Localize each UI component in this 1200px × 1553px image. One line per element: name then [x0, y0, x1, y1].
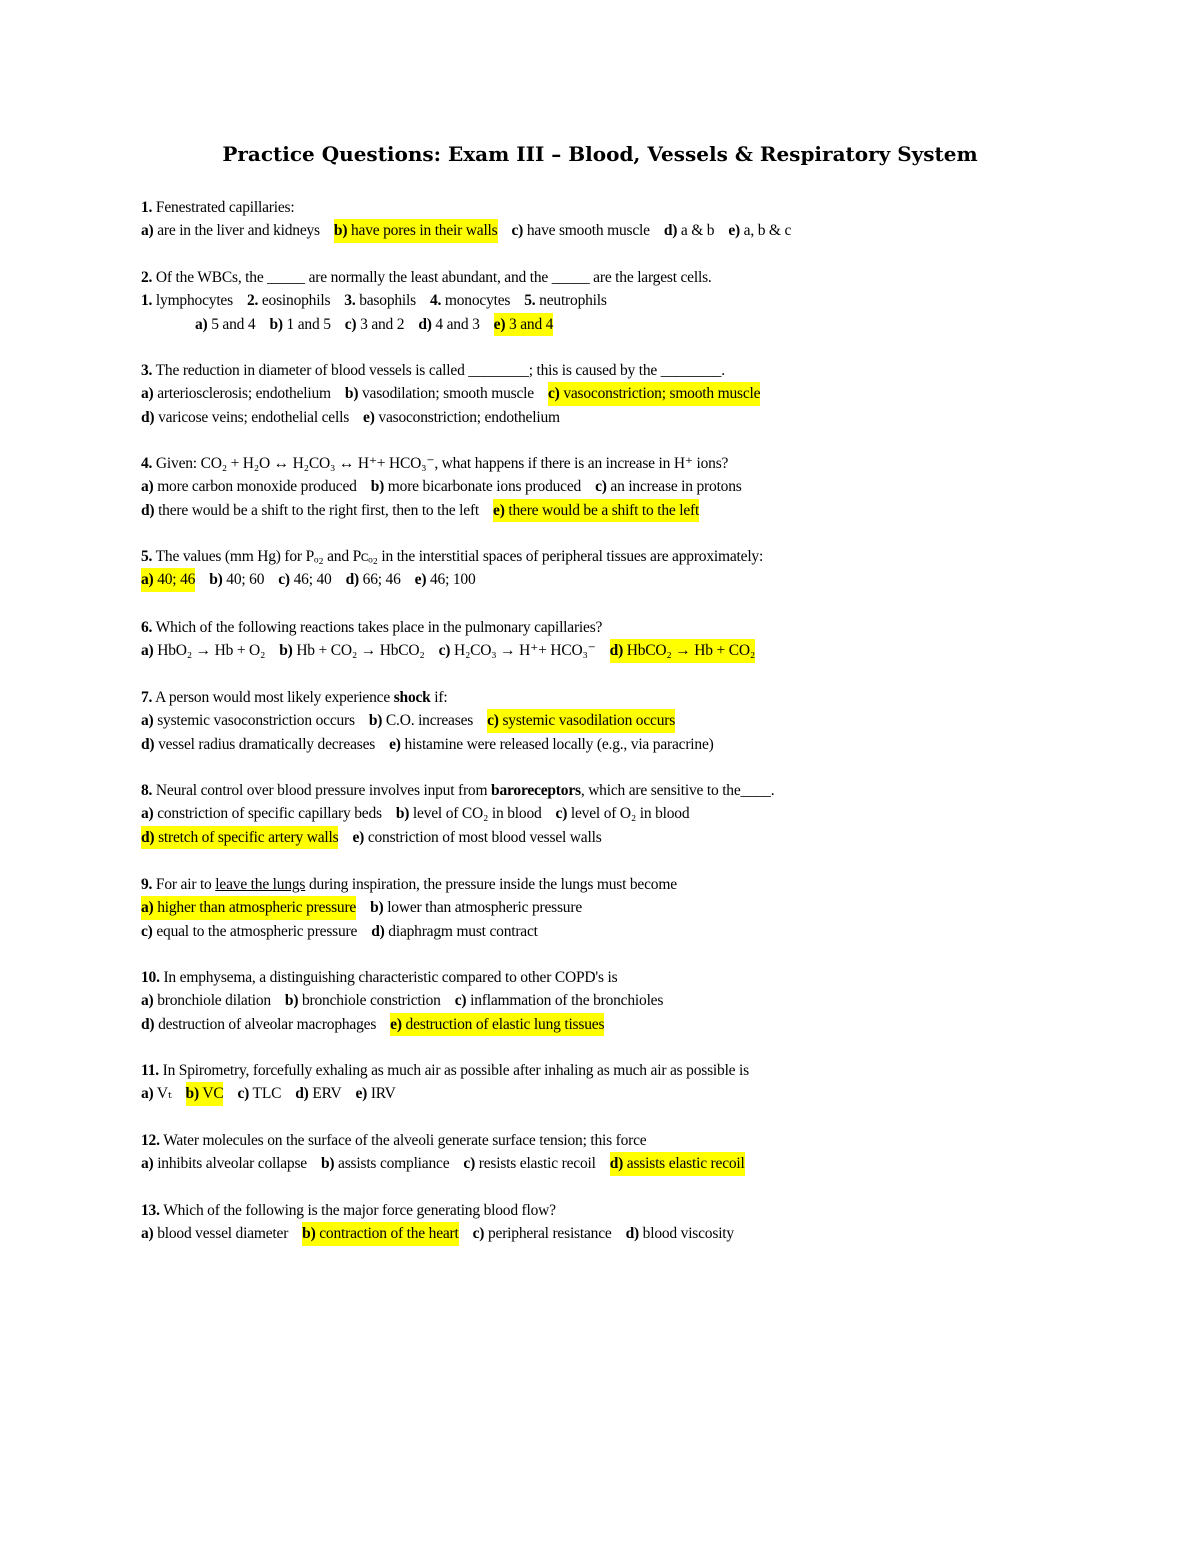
option-c: c) peripheral resistance: [472, 1225, 612, 1243]
option-e: e) IRV: [355, 1085, 396, 1103]
question-number: 1.: [141, 199, 153, 216]
question-9: [141, 873, 1101, 943]
question-stem: [141, 1199, 1101, 1222]
options-row: [141, 920, 1101, 943]
option-e: e) constriction of most blood vessel walls: [352, 828, 602, 846]
option-d-answer: d) stretch of specific artery walls: [141, 826, 338, 849]
option-c-answer: c) vasoconstriction; smooth muscle: [548, 382, 760, 405]
option-b: b) 1 and 5: [269, 315, 331, 333]
option-b: b) assists compliance: [320, 1155, 450, 1173]
option-d: d) 66; 46: [345, 571, 401, 589]
option-e-answer: e) 3 and 4: [494, 313, 554, 336]
options-row: [141, 639, 1101, 662]
option-b: b) bronchiole constriction: [284, 992, 441, 1010]
question-stem: [141, 966, 1101, 989]
option-c: c) equal to the atmospheric pressure: [141, 922, 358, 940]
option-d: d) blood viscosity: [625, 1225, 734, 1243]
option-e: e) histamine were released locally (e.g., via paracrine): [389, 735, 714, 753]
question-stem: 9. For air to leave the lungs during inspiration, the pressure inside the lungs must become: [141, 876, 677, 893]
question-stem: 8. Neural control over blood pressure involves input from baroreceptors, which are sensitive to the____.: [141, 782, 775, 799]
question-number: 9.: [141, 876, 153, 893]
stem-text: Fenestrated capillaries:: [155, 199, 295, 216]
options-row: [141, 382, 1101, 405]
stem-underlined: leave the lungs: [215, 876, 306, 893]
question-number: 6.: [141, 619, 153, 636]
stem-text: Which of the following is the major force generating blood flow?: [163, 1202, 556, 1219]
option-b-answer: b) VC: [186, 1082, 224, 1105]
options-row: [141, 475, 1101, 498]
options-row: [141, 313, 1101, 336]
stem-text: In Spirometry, forcefully exhaling as much air as possible after inhaling as much air as possible is: [162, 1062, 749, 1079]
question-stem: [141, 452, 1101, 475]
question-1: [141, 196, 1101, 243]
option-b: b) 40; 60: [209, 571, 265, 589]
option-a-answer: a) higher than atmospheric pressure: [141, 896, 356, 919]
question-stem: [141, 545, 1101, 568]
question-11: [141, 1059, 1101, 1106]
option-b: b) vasodilation; smooth muscle: [344, 385, 534, 403]
options-row: [141, 733, 1101, 756]
question-number: 7.: [141, 689, 153, 706]
option-a: a) bronchiole dilation: [141, 992, 271, 1010]
option-a: a) arteriosclerosis; endothelium: [141, 385, 331, 403]
stem-text: Water molecules on the surface of the alveoli generate surface tension; this force: [163, 1132, 647, 1149]
choice-4: 4. monocytes: [429, 292, 511, 310]
question-stem: [141, 359, 1101, 382]
option-d: d) vessel radius dramatically decreases: [141, 735, 376, 753]
choice-1: 1. lymphocytes: [141, 292, 233, 310]
question-number: 3.: [141, 362, 153, 379]
question-13: [141, 1199, 1101, 1246]
options-row: [141, 406, 1101, 429]
question-5: [141, 545, 1101, 592]
question-number: 2.: [141, 269, 153, 286]
option-a: a) constriction of specific capillary beds: [141, 805, 382, 823]
options-row: [141, 219, 1101, 242]
option-c: c) inflammation of the bronchioles: [454, 992, 664, 1010]
option-e: e) 46; 100: [414, 571, 476, 589]
options-row: [141, 1222, 1101, 1245]
option-e-answer: e) destruction of elastic lung tissues: [390, 1013, 604, 1036]
stem-text: In emphysema, a distinguishing characteristic compared to other COPD's is: [163, 969, 618, 986]
option-e-answer: e) there would be a shift to the left: [493, 499, 699, 522]
option-a: a) are in the liver and kidneys: [141, 222, 320, 240]
option-b-answer: b) contraction of the heart: [302, 1222, 458, 1245]
options-row: [141, 989, 1101, 1012]
choice-3: 3. basophils: [344, 292, 416, 310]
option-e: e) vasoconstriction; endothelium: [363, 408, 560, 426]
option-a: a) inhibits alveolar collapse: [141, 1155, 307, 1173]
stem-keyword: shock: [393, 689, 431, 706]
question-number: 4.: [141, 455, 153, 472]
option-b: b) lower than atmospheric pressure: [370, 899, 583, 917]
choice-5: 5. neutrophils: [524, 292, 607, 310]
option-c: c) level of O₂ in blood: [555, 805, 690, 823]
choices-list: [141, 289, 1101, 312]
option-d: d) destruction of alveolar macrophages: [141, 1015, 377, 1033]
option-a: a) more carbon monoxide produced: [141, 478, 357, 496]
option-b: b) Hb + CO₂ → HbCO₂: [279, 642, 425, 660]
question-stem: [141, 1059, 1101, 1082]
option-a: a) systemic vasoconstriction occurs: [141, 712, 355, 730]
question-stem: 7. A person would most likely experience shock if:: [141, 689, 448, 706]
option-b: b) level of CO₂ in blood: [395, 805, 542, 823]
stem-text: Of the WBCs, the _____ are normally the least abundant, and the _____ are the largest cells.: [155, 269, 712, 286]
stem-text: The reduction in diameter of blood vessels is called ________; this is caused by the ________.: [155, 362, 725, 379]
options-row: [141, 709, 1101, 732]
question-2: [141, 266, 1101, 336]
option-c-answer: c) systemic vasodilation occurs: [487, 709, 675, 732]
question-number: 8.: [141, 782, 153, 799]
option-c: c) H₂CO₃ → H⁺+ HCO₃⁻: [438, 642, 596, 660]
options-row: [141, 896, 1101, 919]
option-d: d) 4 and 3: [418, 315, 480, 333]
stem-text: Given: CO₂ + H₂O ↔ H₂CO₃ ↔ H⁺+ HCO₃⁻, what happens if there is an increase in H⁺ ions?: [155, 455, 729, 472]
option-c: c) resists elastic recoil: [463, 1155, 596, 1173]
options-row: [141, 826, 1101, 849]
question-stem: [141, 196, 1101, 219]
options-row: [141, 1152, 1101, 1175]
question-3: [141, 359, 1101, 429]
choice-2: 2. eosinophils: [246, 292, 331, 310]
option-d: d) varicose veins; endothelial cells: [141, 408, 350, 426]
option-a: a) blood vessel diameter: [141, 1225, 289, 1243]
question-number: 5.: [141, 548, 153, 565]
option-c: c) TLC: [237, 1085, 282, 1103]
option-a: a) Vₜ: [141, 1085, 172, 1103]
question-6: [141, 616, 1101, 663]
option-d-answer: d) HbCO₂ → Hb + CO₂: [610, 639, 755, 662]
option-e: e) a, b & c: [728, 222, 792, 240]
option-d-answer: d) assists elastic recoil: [610, 1152, 745, 1175]
options-row: [141, 568, 1101, 591]
option-c: c) have smooth muscle: [511, 222, 650, 240]
option-b: b) more bicarbonate ions produced: [370, 478, 582, 496]
options-row: [141, 1082, 1101, 1105]
option-b-answer: b) have pores in their walls: [334, 219, 498, 242]
question-10: [141, 966, 1101, 1036]
stem-keyword: baroreceptors: [491, 782, 581, 799]
page-title: Practice Questions: Exam III – Blood, Vessels & Respiratory System: [222, 142, 978, 166]
option-c: c) an increase in protons: [595, 478, 742, 496]
option-a: a) HbO₂ → Hb + O₂: [141, 642, 266, 660]
option-d: d) there would be a shift to the right first, then to the left: [141, 501, 480, 519]
question-7: [141, 686, 1101, 756]
stem-text: The values (mm Hg) for Pₒ₂ and Pᴄₒ₂ in the interstitial spaces of peripheral tissues are approximately:: [155, 548, 764, 565]
options-row: [141, 1013, 1101, 1036]
question-stem: [141, 1129, 1101, 1152]
option-a-answer: a) 40; 46: [141, 568, 195, 591]
question-4: [141, 452, 1101, 522]
question-8: [141, 779, 1101, 849]
option-c: c) 46; 40: [278, 571, 332, 589]
question-stem: [141, 266, 1101, 289]
option-d: d) diaphragm must contract: [371, 922, 538, 940]
question-number: 11.: [141, 1062, 159, 1079]
options-row: [141, 802, 1101, 825]
option-b: b) C.O. increases: [368, 712, 474, 730]
option-a: a) 5 and 4: [195, 315, 256, 333]
stem-text: Which of the following reactions takes place in the pulmonary capillaries?: [155, 619, 603, 636]
option-c: c) 3 and 2: [344, 315, 405, 333]
question-12: [141, 1129, 1101, 1176]
options-row: [141, 499, 1101, 522]
question-number: 12.: [141, 1132, 160, 1149]
question-number: 13.: [141, 1202, 160, 1219]
option-d: d) a & b: [663, 222, 715, 240]
question-stem: [141, 616, 1101, 639]
option-d: d) ERV: [295, 1085, 342, 1103]
question-number: 10.: [141, 969, 160, 986]
